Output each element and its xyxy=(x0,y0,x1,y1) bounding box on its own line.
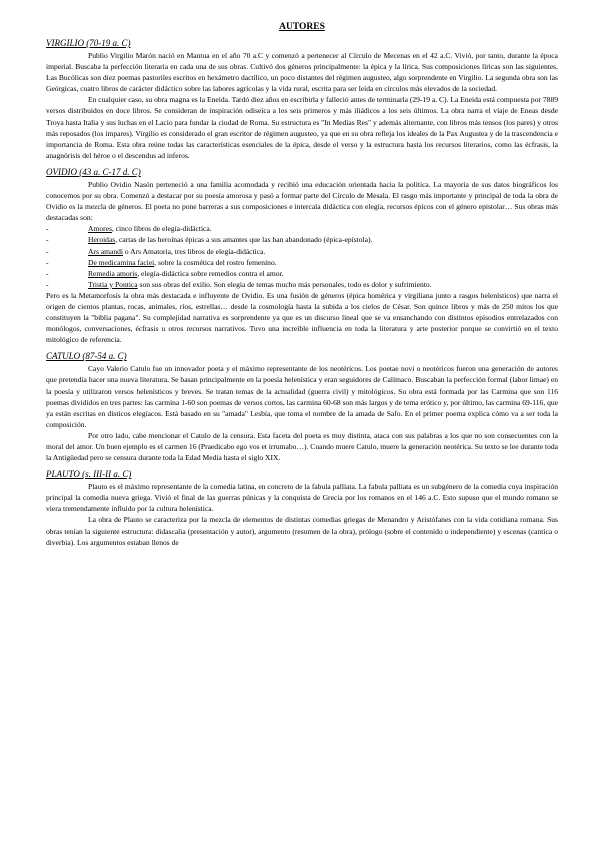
list-item xyxy=(46,246,558,257)
list-item xyxy=(46,268,558,279)
list-dash: - xyxy=(46,246,49,256)
work-description: son sus obras del exilio. Son elegía de temas mucho más personales, todo es dolor y sufrimiento. xyxy=(137,279,432,289)
section-heading-catulo: CATULO (87-54 a. C) xyxy=(46,351,127,362)
paragraph-ovidio-2: Pero es la Metamorfosis la obra más destacada e influyente de Ovidio. Es una fusión de géneros (épica homérica y virgiliana junto a rasgos helenísticos) que narra el origen de cientos plantas, rocas, animales, ríos, estrellas… desde la cosmología hasta la subida a los cielos de César. Son quince libros y más de 250 mitos los que constituyen la "biblia pagana". Su complejidad narrativa es sorprendente ya que es un discurso lineal que se va ensanchando con distintos episodios entrelazados con monólogos, conversaciones, écfrasis u otros recursos narrativos. Tuvo una increíble influencia en toda la literatura y arte posterior porque se convirtió en el texto mitológico de referencia. xyxy=(46,290,558,345)
paragraph-catulo-1: Cayo Valerio Catulo fue un innovador poeta y el máximo representante de los neotéricos. Los poetae novi o neotéricos fueron una generación de autores que pretendía hacer una nueva literatura. Se basan principalmente en la poesía helenística y eran seguidores de Calímaco. Buscaban la perfección formal (labor limae) en la poesía y utilizaron versos helenísticos y breves. Se tratan temas de la actualidad (guerra civil) y mitológicos. Su obra está formada por las Carmina que son 116 poemas divididos en tres partes: las carmina 1-60 son poemas de versos cortos, las carmina 60-68 son más largos y de tema erótico y, por último, las carmina 69-116, que ya están escritas en dísticos elegíacos. Está basado en su "amada" Lesbia, que toma el nombre de la amada de Safo. En el primer poema explica cómo va a ser toda la composición. xyxy=(46,364,558,429)
paragraph-virgilio-2: En cualquier caso, su obra magna es la Eneida. Tardó diez años en escribirla y falleció antes de terminarla (29-19 a. C). La Eneida está compuesta por 7889 versos distribuidos en doce libros. Se consideran de inspiración odiseica a los seis primeros y más iliádicos a los seis últimos. La obra narra el viaje de Eneas desde Troya hasta Italia y sus luchas en el Lacio para fundar la ciudad de Roma. Su estructura es "In Medias Res" y además alternante, con libros más tensos (los pares) y otros más reposados (los impares). Virgilio es considerado el gran escritor de régimen augusteo, ya que en su obra refleja los ideales de la Pax Augustea y de la trascendencia e importancia de Roma. Esta obra reúne todas las características esenciales de la épica, desde el verso y la estructura hasta los recursos literarios, como las écfrasis, la anagnórisis del héroe o el descendus ad inferos. xyxy=(46,95,558,160)
section-heading-ovidio: OVIDIO (43 a. C-17 d. C) xyxy=(46,166,141,177)
paragraph-ovidio-1: Publio Ovidio Nasón perteneció a una familia acomodada y recibió una educación orientada hacia la política. La mayoría de sus datos biográficos los conocemos por su obra. Comenzó a destacar por su poesía amorosa y pasó a formar parte del Círculo de Mesala. El rasgo más importante y principal de toda la obra de Ovidio es la mezcla de géneros. El poeta no pone barreras a sus composiciones e intercala didáctica con elegía, recursos épicos con el género epistolar… Sus obras más destacadas son: xyxy=(46,179,558,223)
work-title: De medicamina faciei xyxy=(88,257,155,267)
work-title: Amores xyxy=(88,224,112,234)
work-title: Heroidas xyxy=(88,235,116,245)
list-dash: - xyxy=(46,279,49,289)
list-dash: - xyxy=(46,224,49,234)
work-description: , cinco libros de elegía-didáctica. xyxy=(111,224,212,234)
document-title: AUTORES xyxy=(279,22,325,32)
list-item xyxy=(46,223,558,234)
list-item xyxy=(46,234,558,245)
works-list xyxy=(46,223,558,290)
work-title: Ars amandi xyxy=(88,246,124,256)
list-item xyxy=(46,257,558,268)
paragraph-catulo-2: Por otro lado, cabe mencionar el Catulo de la censura. Esta faceta del poeta es muy distinta, ataca con sus palabras a los que no son consecuentes con la moral del amor. Un buen ejemplo es el carmen 16 (Praedicabo ego vos et irrumabo…). Cuando muere Catulo, muere la generación neotérica. Su texto se lee durante toda la Antigüedad pero se censura durante toda la Edad Media hasta el siglo XIX. xyxy=(46,430,558,463)
section-heading-virgilio: VIRGILIO (70-19 a. C) xyxy=(46,38,131,48)
work-title: Tristia y Pontica xyxy=(88,279,138,289)
work-description: , elegía-didáctica sobre remedios contra el amor. xyxy=(137,268,284,278)
paragraph-virgilio-1: Publio Virgilio Marón nació en Mantua en el año 70 a.C y comenzó a pertenecer al Círculo de Mecenas en el 42 a.C. Vivió, por tanto, durante la época imperial. Buscaba la perfección literaria en cada una de sus obras. Cultivó dos géneros principalmente: la épica y la lírica. Sus composiciones líricas son las siguientes. Las Bucólicas son diez poemas pastoriles escritos en hexámetro dactílico, un poco distantes del régimen augusteo, algo sorprendente en Virgilio. La segunda obra son las Geórgicas, cuatro libros de carácter didáctico sobre las labores agrícolas y la vida rural, escrita para ser leída en círculos más elevados de la sociedad. xyxy=(46,51,558,94)
work-description: o Ars Amatoria, tres libros de elegía-didáctica. xyxy=(124,246,266,256)
paragraph-plauto-1: Plauto es el máximo representante de la comedia latina, en concreto de la fabula palliata. La fabula palliata es un subgénero de la comedia cuya inspiración principal la comedia nueva griega. Vivió el final de las guerras púnicas y la conquista de Grecia por los romanos en el 146 a.C. Esto supuso que el mundo romano se viera tremendamente influido por la cultura helenística. xyxy=(46,482,558,514)
work-description: , cartas de las heroínas épicas a sus amantes que las han abandonado (épica-epístola). xyxy=(115,235,373,245)
list-item xyxy=(46,279,558,290)
list-dash: - xyxy=(46,257,49,267)
list-dash: - xyxy=(46,235,49,245)
work-description: , sobre la cosmética del rostro femenino. xyxy=(154,257,277,267)
section-heading-plauto: PLAUTO (s. III-II a. C) xyxy=(46,469,132,480)
work-title: Remedia amoris xyxy=(88,268,138,278)
paragraph-plauto-2: La obra de Plauto se caracteriza por la mezcla de elementos de distintas comedias griegas de Menandro y Aristófanes con la vida cotidiana romana. Sus obras tenían la siguiente estructura: didascalia (presentación y autor), argumento (resumen de la obra), prólogo (sobre el contenido o independiente) y escenas (cantica o diverbia). Los argumentos estaban llenos de xyxy=(46,515,558,547)
list-dash: - xyxy=(46,268,49,278)
document-page xyxy=(46,22,558,548)
